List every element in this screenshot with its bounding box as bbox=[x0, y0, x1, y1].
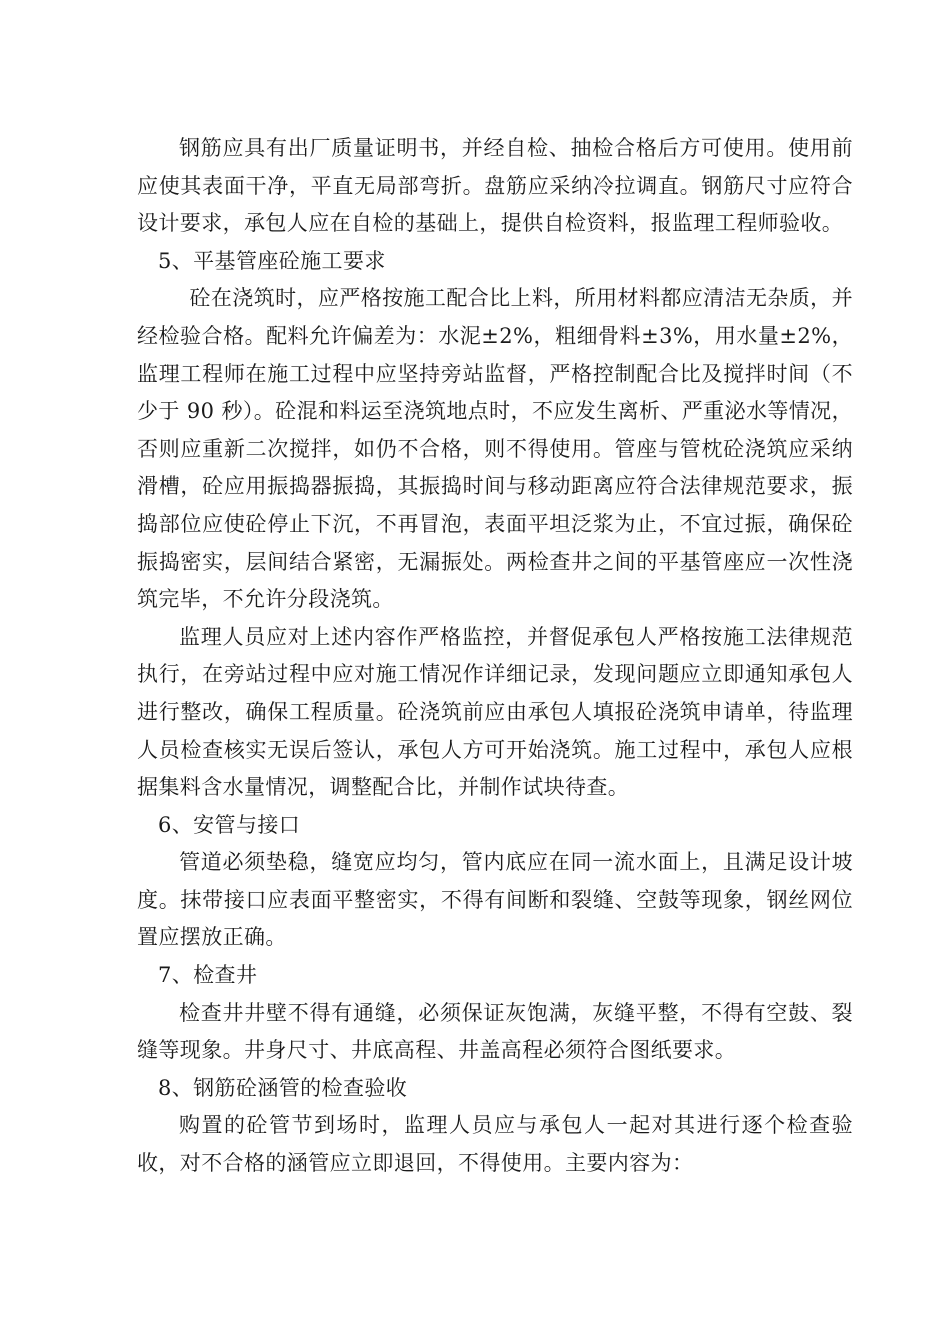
paragraph-culvert-acceptance: 购置的砼管节到场时，监理人员应与承包人一起对其进行逐个检查验收，对不合格的涵管应立即退回，不得使用。主要内容为： bbox=[137, 1113, 853, 1176]
document-body bbox=[137, 130, 853, 1183]
paragraph-rebar-quality: 钢筋应具有出厂质量证明书，并经自检、抽检合格后方可使用。使用前应使其表面干净，平直无局部弯折。盘筋应采纳冷拉调直。钢筋尺寸应符合设计要求，承包人应在自检的基础上，提供自检资料，报监理工程师验收。 bbox=[137, 136, 853, 236]
section-heading-5: 5、平基管座砼施工要求 bbox=[158, 248, 386, 273]
paragraph-supervision: 监理人员应对上述内容作严格监控，并督促承包人严格按施工法律规范执行，在旁站过程中应对施工情况作详细记录，发现问题应立即通知承包人进行整改，确保工程质量。砼浇筑前应由承包人填报砼浇筑申请单，待监理人员检查核实无误后签认，承包人方可开始浇筑。施工过程中，承包人应根据集料含水量情况，调整配合比，并制作试块待查。 bbox=[137, 624, 853, 800]
paragraph-inspection-well: 检查井井壁不得有通缝，必须保证灰饱满，灰缝平整，不得有空鼓、裂缝等现象。井身尺寸、井底高程、井盖高程必须符合图纸要求。 bbox=[137, 1000, 853, 1063]
section-heading-8: 8、钢筋砼涵管的检查验收 bbox=[158, 1075, 408, 1100]
paragraph-pipe-joint: 管道必须垫稳，缝宽应均匀，管内底应在同一流水面上，且满足设计坡度。抹带接口应表面平整密实，不得有间断和裂缝、空鼓等现象，钢丝网位置应摆放正确。 bbox=[137, 850, 853, 950]
paragraph-concrete-pouring: 砼在浇筑时，应严格按施工配合比上料，所用材料都应清洁无杂质，并经检验合格。配料允许偏差为：水泥±2%，粗细骨料±3%，用水量±2%，监理工程师在施工过程中应坚持旁站监督，严格控制配合比及搅拌时间（不少于 90 秒）。砼混和料运至浇筑地点时，不应发生离析、严重泌水等情况，否则应重新二次搅拌，如仍不合格，则不得使用。管座与管枕砼浇筑应采纳滑槽，砼应用振捣器振捣，其振捣时间与移动距离应符合法律规范要求，振捣部位应使砼停止下沉，不再冒泡，表面平坦泛浆为止，不宜过振，确保砼振捣密实，层间结合紧密，无漏振处。两检查井之间的平基管座应一次性浇筑完毕，不允许分段浇筑。 bbox=[137, 286, 853, 612]
section-heading-7: 7、检查井 bbox=[158, 963, 258, 988]
section-heading-6: 6、安管与接口 bbox=[158, 812, 301, 837]
